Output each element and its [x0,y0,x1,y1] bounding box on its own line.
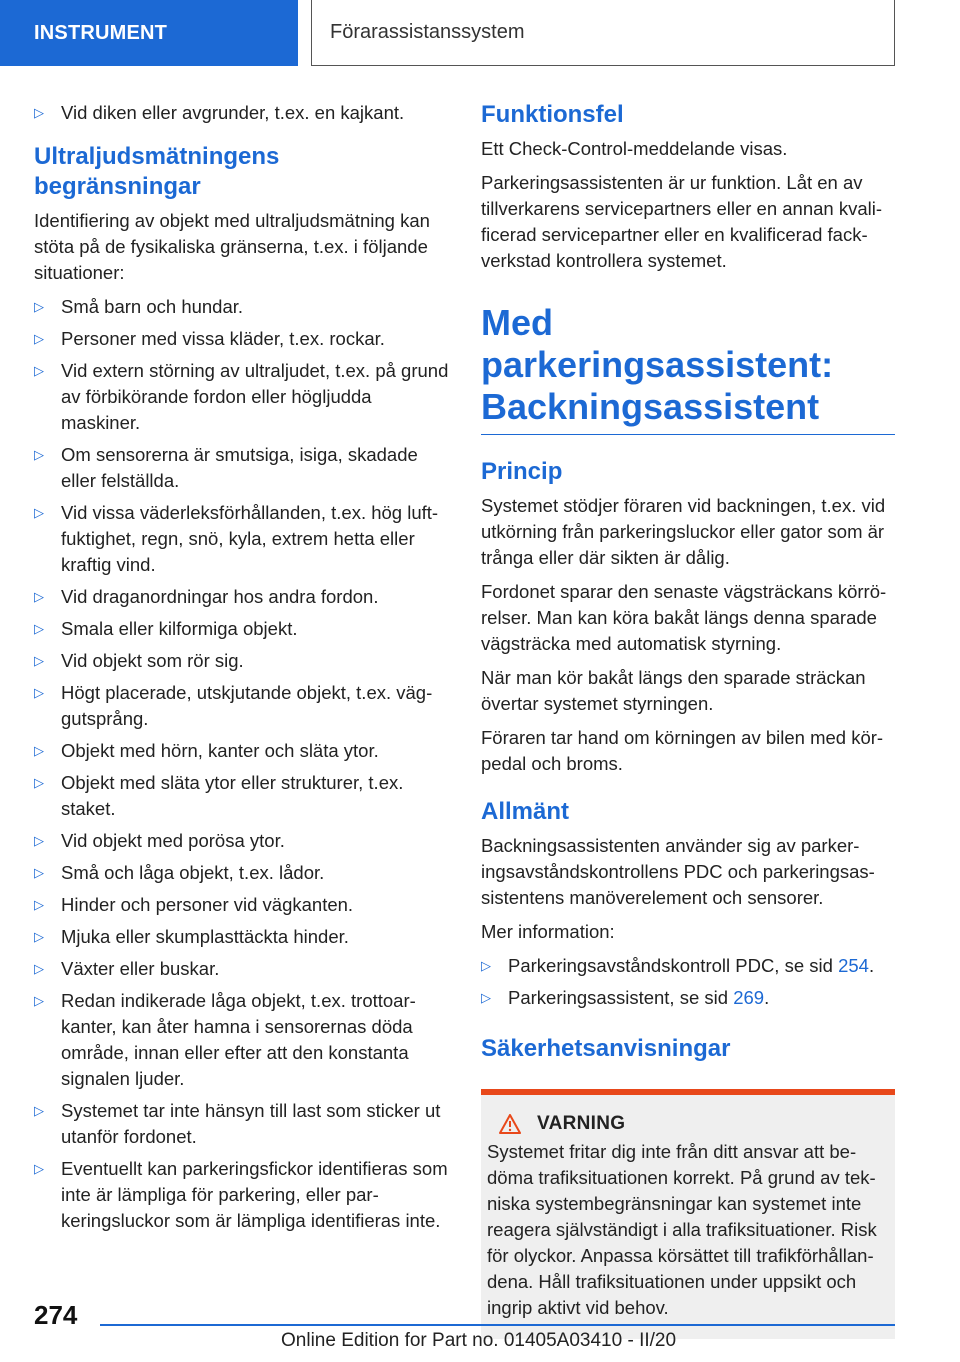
triangle-bullet-icon: ▷ [34,897,44,912]
list-item: ▷ Små och låga objekt, t.ex. lådor. [34,860,449,886]
list-item: ▷ Vid extern störning av ultraljudet, t.ex. på grund av förbikörande fordon eller högljudda maskiner. [34,360,449,433]
page-link[interactable]: 269 [733,987,765,1008]
triangle-bullet-icon: ▷ [34,447,44,462]
triangle-bullet-icon: ▷ [34,865,44,880]
triangle-bullet-icon: ▷ [34,331,44,346]
chapter-header [311,0,895,66]
intro-paragraph: Identifiering av objekt med ultraljudsmätning kan stöta på de fysikaliska gränserna, t.ex. i följande situationer: [34,210,430,283]
page-link[interactable]: 254 [838,955,869,976]
princip-paragraph-2: Fordonet sparar den senaste vägsträckans körrörelser. Man kan köra bakåt längs denna sparade vägsträcka med automatisk styrning. [481,581,887,654]
list-item: ▷ Systemet tar inte hänsyn till last som sticker ut utanför fordonet. [34,1100,441,1147]
limitations-list [34,294,449,1234]
triangle-bullet-icon: ▷ [34,775,44,790]
section-tab[interactable] [0,0,298,66]
right-column [481,100,895,1339]
footer-edition: Online Edition for Part no. 01405A03410 - II/20 [281,1330,677,1351]
princip-paragraph-1: Systemet stödjer föraren vid backningen, t.ex. vid utkörning från parkeringsluckor eller gator som är trånga eller där sikten är dålig. [481,495,886,568]
list-item: ▷ Vid draganordningar hos andra fordon. [34,584,449,610]
section-heading-safety: Säkerhetsanvisningar [481,1035,731,1062]
fault-paragraph-1: Ett Check-Control-meddelande visas. [481,138,788,159]
triangle-bullet-icon: ▷ [34,621,44,636]
triangle-bullet-icon: ▷ [34,993,44,1008]
chapter-title: Förarassistanssystem [330,21,525,43]
warning-triangle-icon [499,1114,521,1134]
list-item: ▷ Mjuka eller skumplasttäckta hinder. [34,924,449,950]
section-heading-fault: Funktionsfel [481,101,624,128]
list-item: ▷ Vid diken eller avgrunder, t.ex. en kajkant. [34,100,449,126]
section-heading-princip: Princip [481,458,563,485]
list-top [34,100,449,126]
fault-paragraph-2: Parkeringsassistenten är ur funktion. Låt en av tillverkarens servicepartners eller en annan kvalificerad servicepartner eller en kvalificerad fackverkstad kontrollera systemet. [481,172,883,271]
warning-box [481,1089,895,1339]
section-label: INSTRUMENT [34,21,168,44]
list-item: ▷ Vid vissa väderleksförhållanden, t.ex. hög luftfuktighet, regn, snö, kyla, extrem hetta eller kraftig vind. [34,502,439,575]
warning-text: Systemet fritar dig inte från ditt ansvar att bedöma trafiksituationen korrekt. På grund av tekniska systembegränsningar kan systemet inte reagera självständigt i alla trafiksituationer. Risk för olyckor. Anpassa körsättet till trafikförhållandena. Håll trafiksituationen under uppsikt och ingrip aktivt vid behov. [487,1141,877,1318]
list-item: ▷ Eventuellt kan parkeringsfickor identifieras som inte är lämpliga för parkering, eller parkeringsluckor som är lämpliga identifieras inte. [34,1158,448,1231]
list-item: ▷ Smala eller kilformiga objekt. [34,616,449,642]
list-item: ▷ Vid objekt med porösa ytor. [34,828,449,854]
list-item: ▷ Personer med vissa kläder, t.ex. rockar. [34,326,449,352]
warning-header [499,1113,885,1135]
page-number: 274 [34,1300,78,1330]
princip-paragraph-4: Föraren tar hand om körningen av bilen med körpedal och broms. [481,727,884,774]
triangle-bullet-icon: ▷ [34,743,44,758]
section-heading-allmant: Allmänt [481,798,570,825]
chapter-heading-reverse-assistant: Med parkeringsassistent: Backningsassistent [481,302,895,435]
list-item: ▷ Vid objekt som rör sig. [34,648,449,674]
princip-paragraph-3: När man kör bakåt längs den sparade sträckan övertar systemet styrningen. [481,667,866,714]
triangle-bullet-icon: ▷ [34,505,44,520]
triangle-bullet-icon: ▷ [34,1103,44,1118]
triangle-bullet-icon: ▷ [34,961,44,976]
triangle-bullet-icon: ▷ [34,653,44,668]
footer-divider [100,1324,895,1326]
left-column [34,100,449,1240]
list-item: ▷ Objekt med hörn, kanter och släta ytor. [34,738,449,764]
triangle-bullet-icon: ▷ [34,105,44,120]
section-heading-ultrasound: Ultraljudsmätningens begränsningar [34,143,280,200]
triangle-bullet-icon: ▷ [34,1161,44,1176]
triangle-bullet-icon: ▷ [34,929,44,944]
triangle-bullet-icon: ▷ [34,589,44,604]
list-item: ▷ Parkeringsassistent, se sid 269. [481,985,895,1011]
triangle-bullet-icon: ▷ [481,990,491,1005]
triangle-bullet-icon: ▷ [34,833,44,848]
list-item: ▷ Högt placerade, utskjutande objekt, t.ex. väggutsprång. [34,682,433,729]
list-item: ▷ Växter eller buskar. [34,956,449,982]
allmant-paragraph-1: Backningsassistenten använder sig av parkeringsavståndskontrollens PDC och parkeringsassistentens manöverelement och sensorer. [481,835,875,908]
list-item: ▷ Hinder och personer vid vägkanten. [34,892,449,918]
triangle-bullet-icon: ▷ [34,363,44,378]
list-item: ▷ Om sensorerna är smutsiga, isiga, skadade eller felställda. [34,444,418,491]
triangle-bullet-icon: ▷ [34,685,44,700]
warning-title: VARNING [537,1113,626,1134]
reference-list [481,953,895,1011]
list-item: ▷ Små barn och hundar. [34,294,449,320]
list-item: ▷ Objekt med släta ytor eller strukturer, t.ex. staket. [34,772,404,819]
list-item: ▷ Parkeringsavståndskontroll PDC, se sid 254. [481,953,895,979]
triangle-bullet-icon: ▷ [481,958,491,973]
triangle-bullet-icon: ▷ [34,299,44,314]
list-item: ▷ Redan indikerade låga objekt, t.ex. trottoarkanter, kan åter hamna i sensorernas döda område, innan eller efter att den konstanta signalen ljuder. [34,990,416,1089]
allmant-paragraph-2: Mer information: [481,921,615,942]
